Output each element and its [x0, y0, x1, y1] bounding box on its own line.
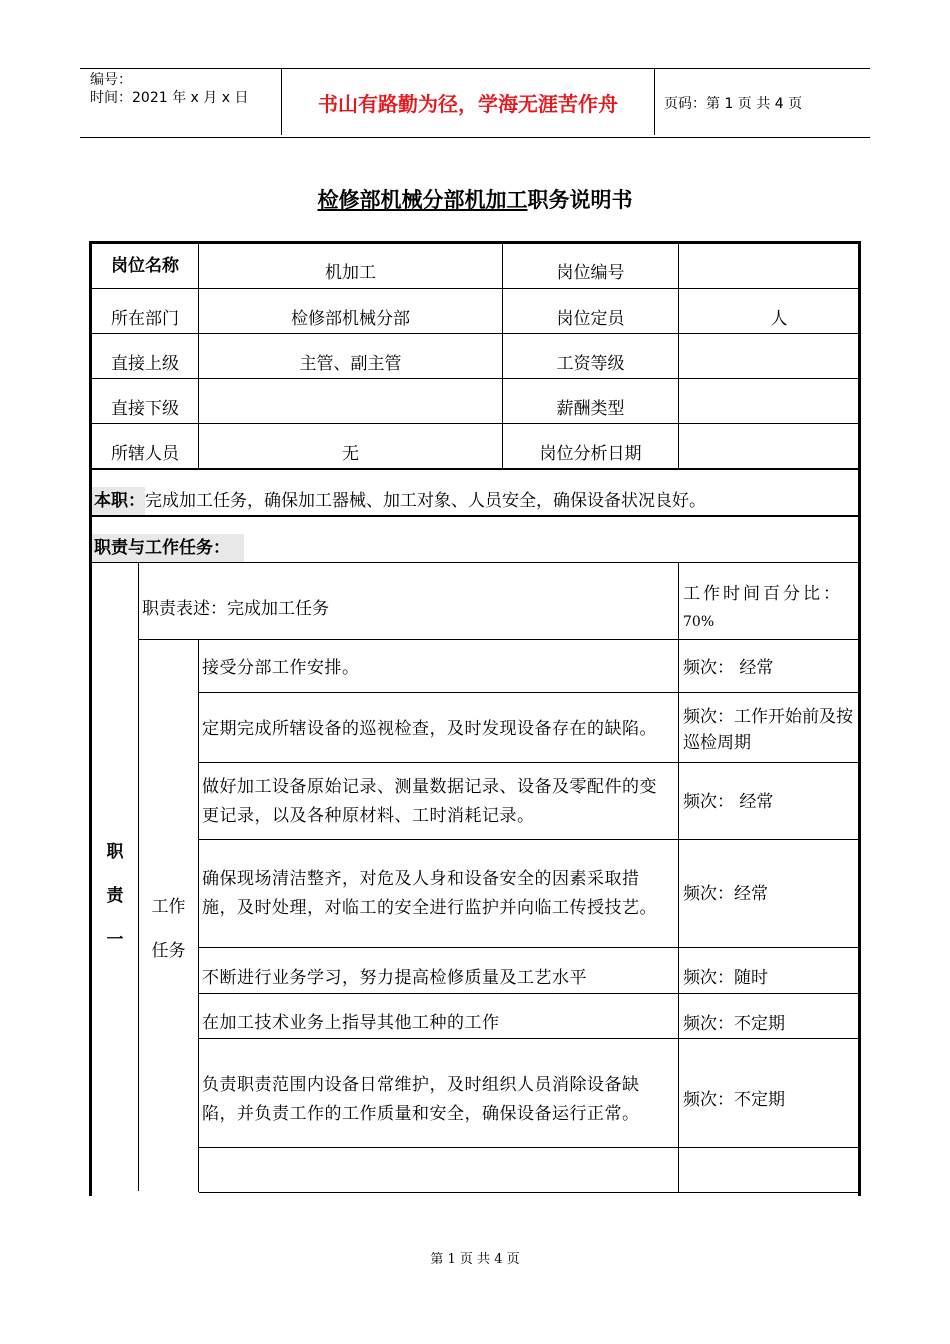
duty-one-char-2: 责 [106, 886, 124, 906]
page-footer: 第 1 页 共 4 页 [430, 1252, 520, 1267]
time-percent-value: 70% [683, 614, 715, 630]
analysis-date-label: 岗位分析日期 [539, 443, 642, 464]
superior-label: 直接上级 [111, 353, 179, 374]
pay-type-label: 薪酬类型 [556, 398, 625, 419]
task-row: 在加工技术业务上指导其他工种的工作 [202, 1013, 500, 1033]
duty-one-description: 职责表述：完成加工任务 [142, 599, 329, 619]
post-name-label: 岗位名称 [111, 255, 179, 276]
title-underlined: 检修部机械分部机加工 [317, 188, 528, 212]
responsibilities-heading-row [92, 534, 492, 562]
duty-text: 完成加工任务，确保加工器械、加工对象、人员安全，确保设备状况良好。 [145, 491, 706, 511]
duty-one-char-3: 一 [106, 930, 124, 950]
task-row: 确保现场清洁整齐，对危及人身和设备安全的因素采取措施，及时处理，对临工的安全进行监护并向临工传授技艺。 [202, 869, 657, 918]
analysis-date-value [679, 431, 859, 476]
tasks-label-2: 任务 [151, 941, 186, 961]
duty-row [92, 487, 852, 515]
title-rest: 职务说明书 [527, 188, 633, 212]
task-row: 定期完成所辖设备的巡视检查，及时发现设备存在的缺陷。 [202, 719, 657, 739]
task-frequency: 频次：工作开始前及按巡检周期 [683, 706, 853, 753]
time-percent-label: 工作时间百分比： [683, 584, 843, 604]
time-label: 时间：2021 年 x 月 x 日 [90, 90, 249, 106]
task-frequency: 频次：经常 [683, 884, 768, 904]
header-motto: 书山有路勤为径，学海无涯苦作舟 [281, 69, 655, 135]
salary-grade-value [679, 341, 859, 386]
task-frequency: 频次：随时 [683, 968, 768, 988]
task-frequency [679, 1149, 860, 1192]
duty-one-char-1: 职 [106, 842, 124, 862]
dept-label: 所在部门 [111, 308, 179, 329]
number-label: 编号： [90, 72, 132, 88]
document-header [80, 68, 870, 138]
tasks-label [139, 885, 198, 973]
task-frequency: 频次： 经常 [683, 791, 774, 812]
post-code-label: 岗位编号 [556, 262, 625, 283]
duty-one-label [92, 830, 138, 962]
managed-label: 所辖人员 [111, 443, 179, 464]
task-frequency: 频次：不定期 [683, 1013, 785, 1034]
time-percent-cell [679, 579, 860, 639]
post-name-value: 机加工 [325, 262, 376, 283]
task-row: 做好加工设备原始记录、测量数据记录、设备及零配件的变更记录，以及各种原材料、工时消耗记录。 [202, 776, 657, 826]
responsibilities-heading: 职责与工作任务： [92, 534, 244, 562]
superior-value: 主管、副主管 [299, 353, 402, 374]
staffing-label: 岗位定员 [556, 308, 625, 329]
document-title [0, 184, 950, 214]
subordinate-label: 直接下级 [111, 398, 179, 419]
post-code-value [679, 250, 859, 295]
duty-label: 本职： [92, 487, 145, 515]
task-row: 不断进行业务学习，努力提高检修质量及工艺水平 [202, 967, 587, 988]
managed-value: 无 [342, 443, 359, 464]
task-row: 负责职责范围内设备日常维护，及时组织人员消除设备缺陷，并负责工作的工作质量和安全，确保设备运行正常。 [202, 1075, 640, 1124]
task-frequency: 频次：不定期 [683, 1090, 785, 1110]
header-page-info: 页码：第 1 页 共 4 页 [664, 96, 803, 112]
header-meta [80, 69, 281, 137]
staffing-value: 人 [770, 308, 788, 329]
pay-type-value [679, 386, 859, 431]
task-row [199, 1149, 678, 1192]
subordinate-value [199, 386, 502, 431]
salary-grade-label: 工资等级 [556, 353, 625, 374]
tasks-label-1: 工作 [151, 897, 186, 917]
task-row: 接受分部工作安排。 [202, 657, 360, 678]
task-frequency: 频次： 经常 [683, 658, 774, 678]
dept-value: 检修部机械分部 [291, 308, 410, 329]
